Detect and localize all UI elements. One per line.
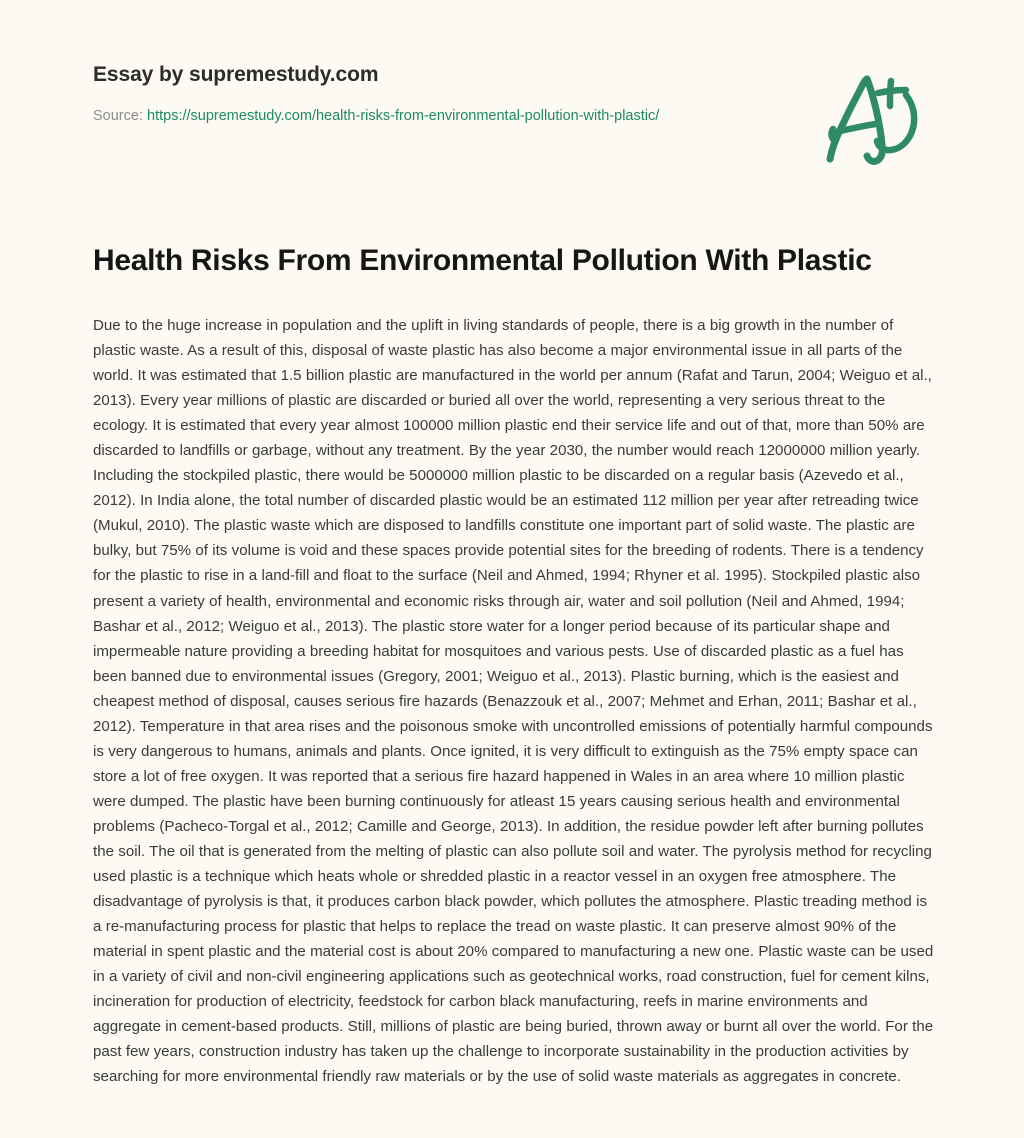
source-label: Source: bbox=[93, 108, 143, 125]
source-line bbox=[93, 107, 931, 126]
brand-title: Essay by supremestudy.com bbox=[93, 63, 379, 86]
page-title: Health Risks From Environmental Pollution With Plastic bbox=[93, 244, 872, 277]
source-url-link[interactable]: https://supremestudy.com/health-risks-from-environmental-pollution-with-plastic/ bbox=[147, 108, 660, 125]
page-header bbox=[93, 62, 931, 126]
a-plus-logo-icon bbox=[820, 68, 928, 168]
a-plus-logo bbox=[820, 68, 928, 168]
essay-body bbox=[93, 313, 938, 1089]
essay-paragraph: Due to the huge increase in population and the uplift in living standards of people, there is a big growth in the number of plastic waste. As a result of this, disposal of waste plastic has also become a major environmental issue in all parts of the world. It was estimated that 1.5 billion plastic are manufactured in the world per annum (Rafat and Tarun, 2004; Weiguo et al., 2013). Every year millions of plastic are discarded or buried all over the world, representing a very serious threat to the ecology. It is estimated that every year almost 100000 million plastic end their service life and out of that, more than 50% are discarded to landfills or garbage, without any treatment. By the year 2030, the number would reach 12000000 million yearly. Including the stockpiled plastic, there would be 5000000 million plastic to be discarded on a regular basis (Azevedo et al., 2012). In India alone, the total number of discarded plastic would be an estimated 112 million per year after retreading twice (Mukul, 2010). The plastic waste which are disposed to landfills constitute one important part of solid waste. The plastic are bulky, but 75% of its volume is void and these spaces provide potential sites for the breeding of rodents. There is a tendency for the plastic to rise in a land-fill and float to the surface (Neil and Ahmed, 1994; Rhyner et al. 1995). Stockpiled plastic also present a variety of health, environmental and economic risks through air, water and soil pollution (Neil and Ahmed, 1994; Bashar et al., 2012; Weiguo et al., 2013). The plastic store water for a longer period because of its particular shape and impermeable nature providing a breeding habitat for mosquitoes and various pests. Use of discarded plastic as a fuel has been banned due to environmental issues (Gregory, 2001; Weiguo et al., 2013). Plastic burning, which is the easiest and cheapest method of disposal, causes serious fire hazards (Benazzouk et al., 2007; Mehmet and Erhan, 2011; Bashar et al., 2012). Temperature in that area rises and the poisonous smoke with uncontrolled emissions of potentially harmful compounds is very dangerous to humans, animals and plants. Once ignited, it is very difficult to extinguish as the 75% empty space can store a lot of free oxygen. It was reported that a serious fire hazard happened in Wales in an area where 10 million plastic were dumped. The plastic have been burning continuously for atleast 15 years causing serious health and environmental problems (Pacheco-Torgal et al., 2012; Camille and George, 2013). In addition, the residue powder left after burning pollutes the soil. The oil that is generated from the melting of plastic can also pollute soil and water. The pyrolysis method for recycling used plastic is a technique which heats whole or shredded plastic in a reactor vessel in an oxygen free atmosphere. The disadvantage of pyrolysis is that, it produces carbon black powder, which pollutes the atmosphere. Plastic treading method is a re-manufacturing process for plastic that helps to replace the tread on waste plastic. It can preserve almost 90% of the material in spent plastic and the material cost is about 20% compared to manufacturing a new one. Plastic waste can be used in a variety of civil and non-civil engineering applications such as geotechnical works, road construction, fuel for cement kilns, incineration for production of electricity, feedstock for carbon black manufacturing, reefs in marine environments and aggregate in cement-based products. Still, millions of plastic are being buried, thrown away or burnt all over the world. For the past few years, construction industry has taken up the challenge to incorporate sustainability in the production activities by searching for more environmental friendly raw materials or by the use of solid waste materials as aggregates in concrete. bbox=[93, 317, 934, 1086]
